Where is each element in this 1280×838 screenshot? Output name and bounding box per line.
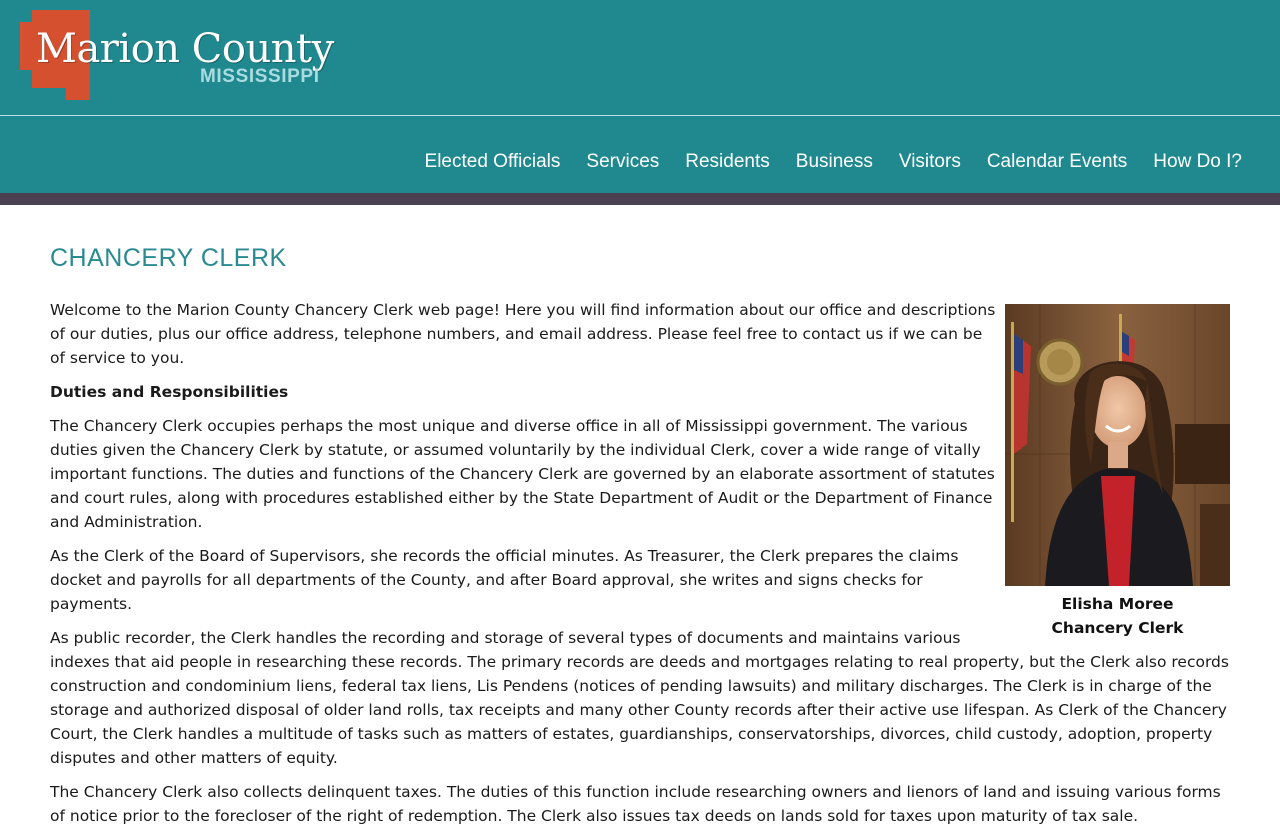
duties-paragraph: The Chancery Clerk occupies perhaps the most unique and diverse office in all of Mississippi government. The various duties given the Chancery Clerk by statute, or assumed voluntarily by the individual Clerk, cover a wide range of vitally important functions. The duties and functions of the Chancery Clerk are governed by an elaborate assortment of statutes and court rules, along with procedures established either by the State Department of Audit or the Department of Finance and Administration.: [50, 417, 995, 531]
clerk-photo: [1005, 304, 1230, 586]
nav-accent-stripe: [0, 193, 1280, 205]
main-content: [50, 246, 1230, 838]
nav-elected-officials[interactable]: Elected Officials: [424, 151, 561, 172]
nav-residents[interactable]: Residents: [685, 151, 770, 172]
nav-services[interactable]: Services: [586, 151, 660, 172]
intro-paragraph: Welcome to the Marion County Chancery Clerk web page! Here you will find information about our office and descriptions of our duties, plus our office address, telephone numbers, and email address. Please feel free to contact us if we can be of service to you.: [50, 301, 996, 367]
logo-county-name: Marion County: [36, 26, 334, 72]
clerk-title: Chancery Clerk: [1051, 619, 1184, 637]
clerk-name: Elisha Moree: [1061, 595, 1174, 613]
nav-how-do-i[interactable]: How Do I?: [1153, 151, 1242, 172]
duties-heading: Duties and Responsibilities: [50, 383, 289, 401]
photo-caption: [1005, 592, 1230, 640]
page-title: CHANCERY CLERK: [50, 244, 287, 272]
county-logo[interactable]: [18, 8, 363, 103]
nav-calendar-events[interactable]: Calendar Events: [986, 151, 1128, 172]
public-recorder-paragraph: As public recorder, the Clerk handles the recording and storage of several types of documents and maintains various indexes that aid people in researching these records. The primary records are deeds and mortgages relating to real property, but the Clerk also records construction and condominium liens, federal tax liens, Lis Pendens (notices of pending lawsuits) and military discharges. The Clerk is in charge of the storage and authorized disposal of older land rolls, tax receipts and many other County records after their active use lifespan. As Clerk of the Chancery Court, the Clerk handles a multitude of tasks such as matters of estates, guardianships, conservatorships, divorces, child custody, adoption, property disputes and other matters of equity.: [50, 629, 1229, 767]
logo-state-name: MISSISSIPPI: [200, 66, 320, 87]
nav-business[interactable]: Business: [795, 151, 873, 172]
clerk-portrait-image: [1005, 304, 1230, 586]
main-nav: [425, 151, 1242, 173]
nav-visitors[interactable]: Visitors: [898, 151, 961, 172]
board-clerk-paragraph: As the Clerk of the Board of Supervisors, she records the official minutes. As Treasurer, the Clerk prepares the claims docket and payrolls for all departments of the County, and after Board approval, she writes and signs checks for payments.: [50, 547, 959, 613]
clerk-photo-figure: [1005, 304, 1230, 640]
delinquent-taxes-paragraph: The Chancery Clerk also collects delinquent taxes. The duties of this function include researching owners and lienors of land and issuing various forms of notice prior to the forecloser of the right of redemption. The Clerk also issues tax deeds on lands sold for taxes upon maturity of tax sale.: [50, 783, 1221, 825]
